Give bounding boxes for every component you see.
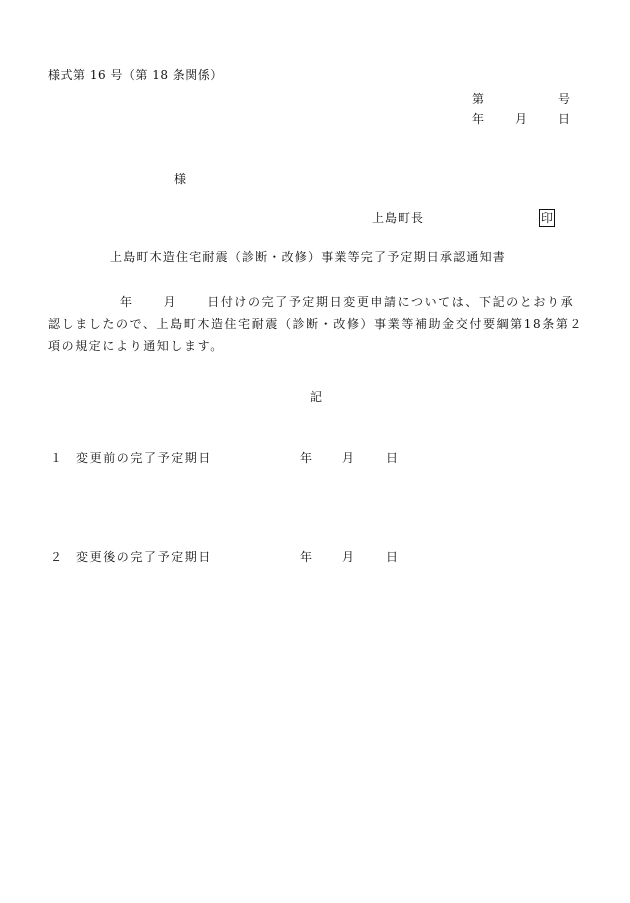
body-line-3: 項の規定により通知します。 xyxy=(48,339,224,353)
item-month: 月 xyxy=(342,550,355,564)
issuer-name: 上島町長 xyxy=(372,211,425,225)
body-line-2: 認しましたので、上島町木造住宅耐震（診断・改修）事業等補助金交付要綱第18条第２ xyxy=(48,317,584,331)
item-day: 日 xyxy=(386,451,399,465)
body-paragraph xyxy=(48,291,588,357)
item-day: 日 xyxy=(386,550,399,564)
document-number-prefix: 第 xyxy=(472,92,485,106)
ki-heading: 記 xyxy=(310,390,323,404)
body-month: 月 xyxy=(163,295,178,309)
item-year: 年 xyxy=(300,451,313,465)
body-line-1-text: 日付けの完了予定期日変更申請については、下記のとおり承 xyxy=(207,295,575,309)
document-number-suffix: 号 xyxy=(558,92,571,106)
item-label: 変更前の完了予定期日 xyxy=(76,451,213,465)
recipient-honorific: 様 xyxy=(174,172,187,186)
issue-date-day: 日 xyxy=(558,112,571,126)
seal-mark: 印 xyxy=(541,211,554,225)
item-number: １ xyxy=(50,451,63,465)
issue-date-month: 月 xyxy=(515,112,528,126)
item-number: ２ xyxy=(50,550,63,564)
body-year: 年 xyxy=(120,295,134,309)
item-month: 月 xyxy=(342,451,355,465)
body-line-1 xyxy=(48,291,588,313)
document-title: 上島町木造住宅耐震（診断・改修）事業等完了予定期日承認通知書 xyxy=(110,250,507,264)
issue-date-year: 年 xyxy=(472,112,485,126)
form-number: 様式第 16 号（第 18 条関係） xyxy=(48,68,223,82)
item-year: 年 xyxy=(300,550,313,564)
item-label: 変更後の完了予定期日 xyxy=(76,550,213,564)
